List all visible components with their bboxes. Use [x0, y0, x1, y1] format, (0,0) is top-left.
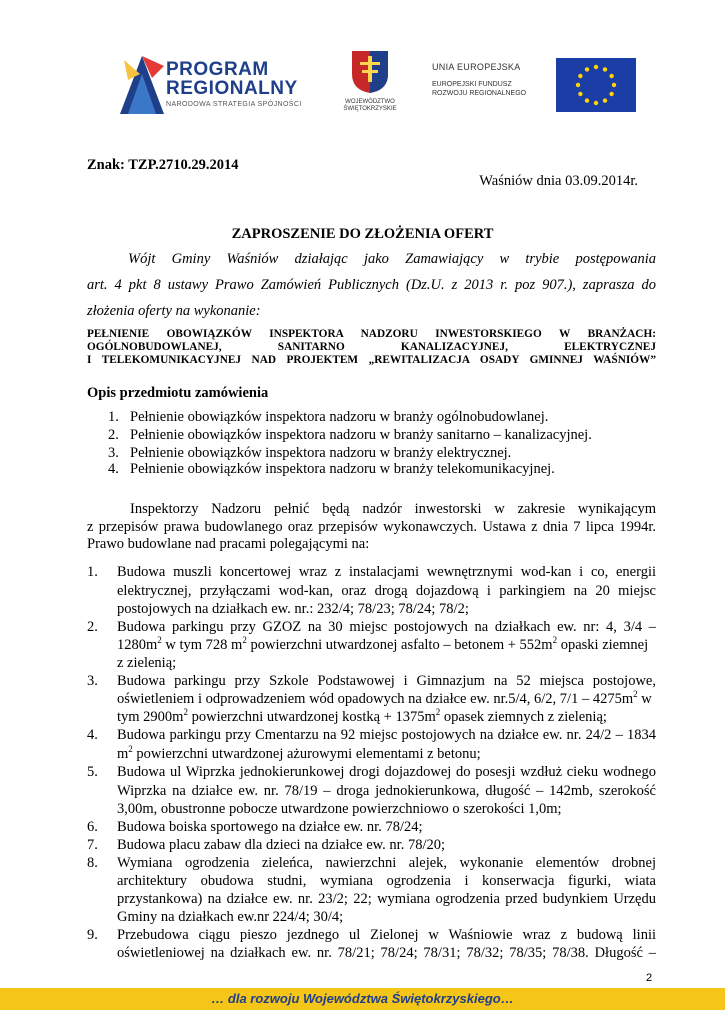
work-line: Budowa boiska sportowego na działce ew. nr. 78/24;	[117, 819, 423, 835]
work-line: architektury obudowa studni, wymiana ogrodzenia i konserwacja figurki, wiata	[117, 873, 656, 889]
work-number: 3.	[87, 673, 98, 689]
reference-number: Znak: TZP.2710.29.2014	[87, 157, 239, 173]
document-date: Waśniów dnia 03.09.2014r.	[479, 173, 638, 189]
work-line: przystankowa) na działce ew. nr. 23/2; 22; wymiana ogrodzenia przed budynkiem Urzędu	[117, 891, 656, 907]
work-line: oświetleniowej na działkach ew. nr. 78/21; 78/24; 78/31; 78/32; 78/35; 78/38. Długość –	[117, 945, 656, 961]
work-line: Wymiana ogrodzenia zieleńca, nawierzchni alejek, wykonanie elementów drobnej	[117, 855, 656, 871]
efrr-line-1: EUROPEJSKI FUNDUSZ	[432, 81, 512, 88]
work-number: 5.	[87, 764, 98, 780]
page-number: 2	[646, 972, 653, 984]
work-line: Budowa muszli koncertowej wraz z instalacjami wewnętrznymi wod-kan i co, energii	[117, 564, 656, 580]
work-number: 2.	[87, 619, 98, 635]
paragraph-line-1: Inspektorzy Nadzoru pełnić będą nadzór inwestorski w zakresie wynikającym	[130, 501, 656, 517]
work-line: Budowa placu zabaw dla dzieci na działce ew. nr. 78/20;	[117, 837, 445, 853]
eu-logo	[432, 62, 632, 122]
efrr-line-2: ROZWOJU REGIONALNEGO	[432, 90, 527, 97]
work-line: $m^2$ powierzchni utwardzonej ażurowymi elementami z betonu;	[117, 744, 481, 762]
document-title: ZAPROSZENIE DO ZŁOŻENIA OFERT	[231, 226, 494, 242]
subject-line-3: I TELEKOMUNIKACYJNEJ NAD PROJEKTEM „REWITALIZACJA OSADY GMINNEJ WAŚNIÓW”	[87, 354, 656, 366]
work-line: z zielenią;	[117, 655, 177, 671]
work-number: 4.	[87, 727, 98, 743]
scope-number: 3.	[108, 445, 119, 461]
strategia-line: NARODOWA STRATEGIA SPÓJNOŚCI	[166, 101, 302, 108]
work-line: 3,00m, obustronne pobocze utwardzone powierzchniowo o szerokości 1,0m;	[117, 801, 562, 817]
scope-number: 4.	[108, 461, 119, 477]
work-line: Budowa ul Wiprzka jednokierunkowej drogi dojazdowej do posesji wzdłuż cieku wodnego	[117, 764, 656, 780]
work-number: 8.	[87, 855, 98, 871]
work-line: Przebudowa ciągu pieszo jezdnego ul Zielonej w Waśniowie wraz z budową linii	[117, 927, 656, 943]
scope-number: 1.	[108, 409, 119, 425]
work-line: tym $2900m^2$ powierzchni utwardzonej kostką + $1375m^2$ opasek ziemnych z zielenią;	[117, 707, 607, 725]
swietokrzyskie-line: ŚWIĘTOKRZYSKIE	[343, 106, 397, 112]
scope-number: 2.	[108, 427, 119, 443]
subject-sanitarno: SANITARNO	[277, 341, 345, 353]
work-number: 9.	[87, 927, 98, 943]
program-regionalny-text	[166, 60, 302, 108]
intro-line-3: złożenia oferty na wykonanie:	[87, 303, 261, 319]
work-line: Budowa parkingu przy GZOZ na 30 miejsc postojowych na działkach ew. nr: 4, 3/4 –	[117, 619, 656, 635]
scope-item: Pełnienie obowiązków inspektora nadzoru w branży sanitarno – kanalizacyjnej.	[130, 427, 592, 443]
regionalny-line: REGIONALNY	[166, 78, 298, 99]
scope-item: Pełnienie obowiązków inspektora nadzoru w branży elektrycznej.	[130, 445, 512, 461]
scope-item: Pełnienie obowiązków inspektora nadzoru w branży ogólnobudowlanej.	[130, 409, 549, 425]
wojewodztwo-line: WOJEWÓDZTWO	[345, 99, 395, 105]
scope-item: Pełnienie obowiązków inspektora nadzoru w branży telekomunikacyjnej.	[130, 461, 555, 477]
work-number: 7.	[87, 837, 98, 853]
wojewodztwo-logo	[340, 48, 400, 118]
work-line: postojowych na działkach ew. nr.: 232/4; 78/23; 78/24; 78/2;	[117, 601, 469, 617]
work-line: oświetleniem i odprowadzeniem wód opadowych na działce ew. nr.5/4, 6/2, $7/1 - 4275m^2$ w	[117, 689, 652, 707]
work-line: Budowa parkingu przy Cmentarzu na 92 miejsc postojowych na działce ew. nr. 24/2 – 1834	[117, 727, 656, 743]
paragraph-line-3: Prawo budowlane nad pracami polegającymi na:	[87, 536, 370, 552]
work-line: elektrycznej, przyłączami wod-kan, oraz drogą dojazdową i parkingiem na 20 miejsc	[117, 583, 656, 599]
intro-line-1: Wójt Gminy Waśniów działając jako Zamawiający w trybie postępowania	[128, 251, 656, 267]
unia-europejska-line: UNIA EUROPEJSKA	[432, 62, 521, 72]
paragraph-line-2: z przepisów prawa budowlanego oraz przepisów wykonawczych. Ustawa z dnia 7 lipca 1994r.	[87, 519, 656, 535]
eu-flag-icon	[556, 58, 636, 112]
logo-header	[0, 0, 725, 130]
coat-of-arms-icon	[349, 48, 391, 94]
work-line: Budowa parkingu przy Szkole Podstawowej i Gimnazjum na 52 miejsca postojowe,	[117, 673, 656, 689]
footer-slogan: … dla rozwoju Województwa Świętokrzyskiego…	[0, 988, 725, 1010]
subject-kanalizacyjnej: KANALIZACYJNEJ,	[400, 341, 508, 353]
work-line: Wiprzka na działce ew. nr. 78/19 – droga jednokierunkowa, długość – 142mb, szerokość	[117, 783, 656, 799]
program-line: PROGRAM	[166, 59, 269, 80]
section-heading: Opis przedmiotu zamówienia	[87, 385, 269, 401]
subject-line-1: PEŁNIENIE OBOWIĄZKÓW INSPEKTORA NADZORU INWESTORSKIEGO W BRANŻACH:	[87, 328, 656, 340]
subject-ogolnobudowlanej: OGÓLNOBUDOWLANEJ,	[87, 341, 222, 353]
work-line: $1280m^2$ w tym 728 $m^2$ powierzchni utwardzonej asfalto – betonem + $552m^2$ opaski ziemnej	[117, 635, 649, 653]
intro-line-2: art. 4 pkt 8 ustawy Prawo Zamówień Publicznych (Dz.U. z 2013 r. poz 907.), zaprasza do	[87, 277, 656, 293]
work-number: 1.	[87, 564, 98, 580]
work-line: Gminy na działkach ew.nr 224/4; 30/4;	[117, 909, 344, 925]
work-number: 6.	[87, 819, 98, 835]
subject-elektrycznej: ELEKTRYCZNEJ	[564, 341, 656, 353]
